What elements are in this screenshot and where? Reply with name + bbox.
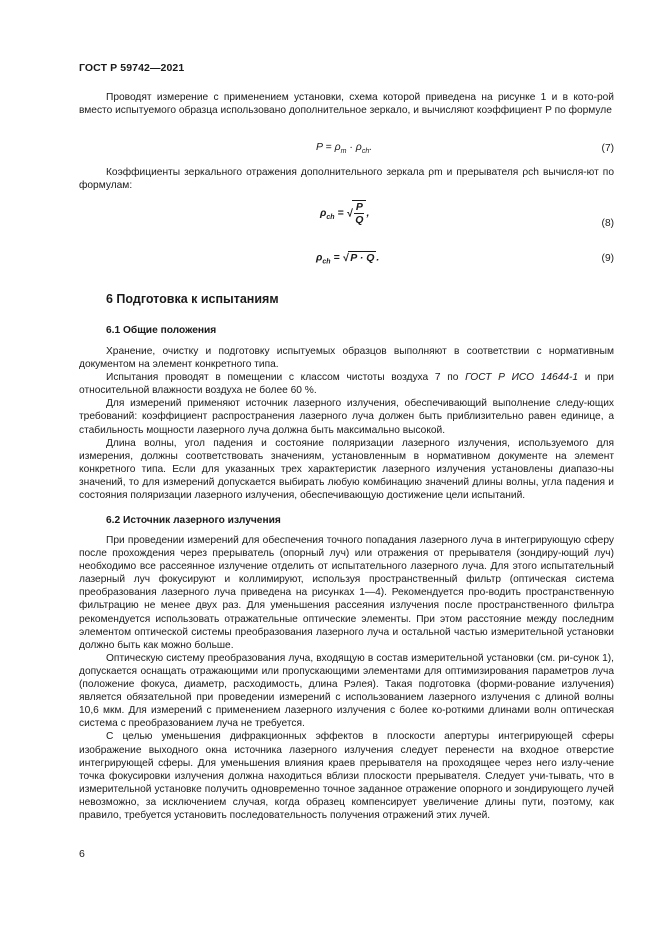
intro-paragraph-1: Проводят измерение с применением установки, схема которой приведена на рисунке 1 и в кото-рой вместо испытуемого образца использовано дополнительное зеркало, и вычисляют коэффициент P по формуле [79,92,614,117]
section-6-2-body: При проведении измерений для обеспечения точного попадания лазерного луча в интегрирующую сферу после прохождения через прерыватель (опорный луч) или отражения от прерывателя (зондиру-ющий луч) необходимо все рассеянное излучение отделить от испытательного лазерного луча. Для этого испытательный лазерный луч фокусируют и коллимируют, используя пространственный фильтр (оптическая система преобразования лазерного луча приведена на рисунках 1—4). Рекомендуется про-водить пространственную фильтрацию не менее двух раз. Для уменьшения рассеяния излучения после пространственного фильтра рекомендуется использовать отражательные оптические элементы. При этом расстояние между последним элементом оптической системы преобразования лазерного луча и остальной частью измерительной установки должно быть как можно больше. Оптическую систему преобразования луча, входящую в состав измерительной установки (см. ри-сунок 1), допускается оснащать отражающими или пропускающими элементами для оптимизирования параметров луча (положение фокуса, диаметр, расходимость, длина Рэлея). Такая подготовка (форми-рование излучения) является обязательной при проведении измерений с использованием лазерного излучения с длиной волны 10,6 мкм. Для измерений с применением лазерного излучения с более ко-роткими длинами волн оптическая система с преобразованием луча не требуется. С целью уменьшения дифракционных эффектов в плоскости апертуры интегрирующей сферы изображение выходного окна источника лазерного излучения следует перенести на входное отверстие интегрирующей сферы. Для уменьшения влияния краев прерывателя на проходящее через него излу-чение точка фокусировки излучения должна находиться вблизи плоскости прерывателя. Следует учи-тывать, что в измерительной установке получить одновременно точное заданное отражение опорного и зондирующего лучей невозможно, за исключением случая, когда образец компенсирует увеличение длины пути, поэтому, как правило, требуется установить последовательность получения отражений этих лучей. [79,535,614,821]
formula-9: $\rho_{ch}$ = √ P · Q . [316,251,380,266]
subsection-6-2-heading: 6.2 Источник лазерного излучения [106,515,281,526]
formula-7: $P = \rho_m \cdot \rho_{ch}$. [316,141,373,156]
standard-reference: ГОСТ Р ИСО 14644-1 [465,372,579,384]
section-6-heading: 6 Подготовка к испытаниям [106,292,279,306]
document-id: ГОСТ Р 59742—2021 [79,62,185,74]
sqrt-symbol: √ $\frac{P}{Q}$ [347,200,367,226]
equation-number-9: (9) [601,253,614,264]
page-number: 6 [79,848,85,860]
equation-number-7: (7) [601,143,614,154]
sqrt-symbol: √ P · Q [342,252,375,264]
intro-paragraph-2: Коэффициенты зеркального отражения дополнительного зеркала ρm и прерывателя ρch вычисля-ют по формулам: [79,167,614,192]
equation-number-8: (8) [601,218,614,229]
subsection-6-1-heading: 6.1 Общие положения [106,325,217,336]
formula-8: $\rho_{ch}$ = √ $\frac{P}{Q}$ , [320,201,370,226]
section-6-1-body: Хранение, очистку и подготовку испытуемых образцов выполняют в соответствии с нормативным документом на элемент конкретного типа. Испытания проводят в помещении с классом чистоты воздуха 7 по ГОСТ Р ИСО 14644-1 и при относительной влажности воздуха не более 60 %. Для измерений применяют источник лазерного излучения, обеспечивающий выполнение следу-ющих требований: коэффициент распространения лазерного луча должен быть приблизительно равен единице, а стабильность мощности лазерного луча должна быть максимально высокой. Длина волны, угол падения и состояние поляризации лазерного излучения, используемого для измерения, должны соответствовать значениям, установленным в нормативном документе на элемент конкретного типа. Если для указанных трех характеристик лазерного излучения установлены диапазо-ны значений, то для измерений допускается выбирать любую комбинацию значений длины волны, угла падения и состояния поляризации лазерного излучения, обеспечивающую достижение цели испытаний. [79,346,614,502]
